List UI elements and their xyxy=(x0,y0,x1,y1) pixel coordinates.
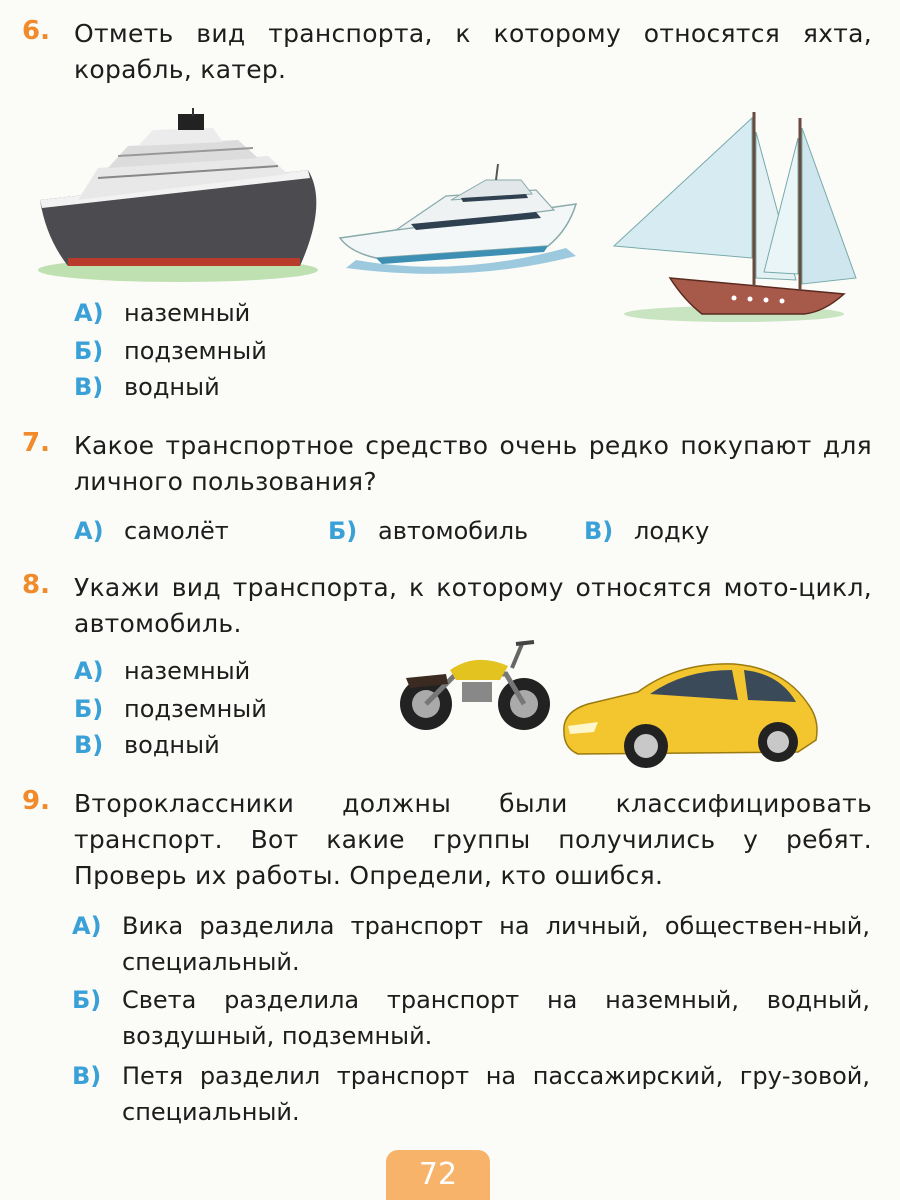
option-letter: Б) xyxy=(74,695,104,723)
option-c[interactable] xyxy=(74,370,220,404)
question-9 xyxy=(22,786,872,894)
option-letter: В) xyxy=(72,1062,102,1090)
question-text: Отметь вид транспорта, к которому относятся яхта, корабль, катер. xyxy=(74,19,872,84)
option-letter: Б) xyxy=(328,517,358,545)
question-number: 7. xyxy=(22,428,50,458)
option-b[interactable] xyxy=(74,334,267,368)
option-letter: Б) xyxy=(74,337,104,365)
option-letter: А) xyxy=(74,517,104,545)
option-text: автомобиль xyxy=(378,517,529,545)
option-letter: В) xyxy=(74,731,104,759)
option-c[interactable] xyxy=(584,514,709,548)
option-b[interactable] xyxy=(328,514,528,548)
option-text: Света разделила транспорт на наземный, водный, воздушный, подземный. xyxy=(122,986,870,1050)
question-text: Второклассники должны были классифицировать транспорт. Вот какие группы получились у ребят. Проверь их работы. Определи, кто ошибся. xyxy=(74,789,872,890)
option-b[interactable] xyxy=(72,982,870,1054)
yacht-illustration xyxy=(336,160,586,280)
option-letter: В) xyxy=(584,517,614,545)
question-text: Какое транспортное средство очень редко покупают для личного пользования? xyxy=(74,431,872,496)
option-c[interactable] xyxy=(72,1058,870,1130)
question-8 xyxy=(22,570,872,642)
option-text: водный xyxy=(124,731,220,759)
motorcycle-illustration xyxy=(396,634,556,738)
option-text: лодку xyxy=(634,517,710,545)
option-a[interactable] xyxy=(72,908,870,980)
question-7 xyxy=(22,428,872,500)
option-letter: А) xyxy=(74,657,104,685)
option-letter: В) xyxy=(74,373,104,401)
option-a[interactable] xyxy=(74,654,250,688)
option-text: подземный xyxy=(124,337,267,365)
option-text: водный xyxy=(124,373,220,401)
question-number: 9. xyxy=(22,786,50,816)
option-a[interactable] xyxy=(74,296,250,330)
sailboat-illustration xyxy=(604,108,866,328)
option-c[interactable] xyxy=(74,728,220,762)
option-letter: А) xyxy=(74,299,104,327)
option-text: наземный xyxy=(124,657,251,685)
option-text: наземный xyxy=(124,299,251,327)
option-text: Вика разделила транспорт на личный, обществен-ный, специальный. xyxy=(122,912,870,976)
option-b[interactable] xyxy=(74,692,267,726)
option-text: самолёт xyxy=(124,517,229,545)
question-number: 8. xyxy=(22,570,50,600)
option-letter: А) xyxy=(72,912,102,940)
ship-illustration xyxy=(38,108,328,288)
option-text: подземный xyxy=(124,695,267,723)
question-6 xyxy=(22,16,872,88)
option-a[interactable] xyxy=(74,514,229,548)
car-illustration xyxy=(558,656,822,772)
question-text: Укажи вид транспорта, к которому относятся мото-цикл, автомобиль. xyxy=(74,573,872,638)
option-letter: Б) xyxy=(72,986,102,1014)
question-number: 6. xyxy=(22,16,50,46)
page-number: 72 xyxy=(386,1150,490,1200)
option-text: Петя разделил транспорт на пассажирский, гру-зовой, специальный. xyxy=(122,1062,870,1126)
